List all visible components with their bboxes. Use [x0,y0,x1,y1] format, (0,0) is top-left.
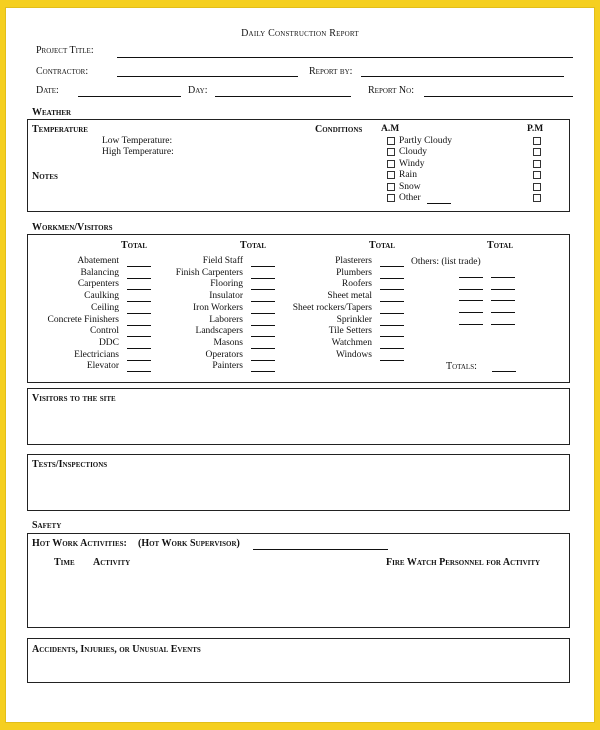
weather-heading: Weather [32,107,72,118]
report-by-field[interactable] [361,76,564,77]
high-temp-label: High Temperature: [102,147,174,157]
hot-work-supervisor-label: (Hot Work Supervisor) [138,538,240,549]
contractor-label: Contractor: [36,66,89,77]
condition-label: Other [399,193,421,203]
trade-total-field[interactable] [127,336,151,337]
low-temp-label: Low Temperature: [102,136,173,146]
trade-label: Watchmen [331,337,372,348]
trade-total-field[interactable] [251,313,275,314]
totals-field[interactable] [492,371,516,372]
trade-total-field[interactable] [251,360,275,361]
hot-work-label: Hot Work Activities: [32,538,127,549]
trade-label: Laborers [209,314,243,325]
others-trade-field[interactable] [459,289,483,290]
trade-total-field[interactable] [251,371,275,372]
trade-label: Control [89,326,119,337]
trade-total-field[interactable] [127,360,151,361]
am-label: A.M [381,124,400,134]
contractor-field[interactable] [117,76,298,77]
am-checkbox-rain[interactable] [387,171,395,179]
others-total-field[interactable] [491,289,515,290]
trade-total-field[interactable] [380,360,404,361]
workmen-grid [27,256,570,376]
report-no-label: Report No: [368,85,414,96]
trade-label: Operators [205,349,243,360]
workmen-heading: Workmen/Visitors [32,222,113,233]
report-page [6,8,594,722]
am-checkbox-snow[interactable] [387,183,395,191]
day-field[interactable] [215,96,351,97]
trade-label: Field Staff [202,256,243,266]
weather-box [27,119,570,212]
report-title: Daily Construction Report [241,28,359,39]
trade-label: Sheet metal [327,291,372,302]
trade-total-field[interactable] [127,266,151,267]
pm-checkbox-cloudy[interactable] [533,148,541,156]
trade-label: Tile Setters [328,326,372,337]
trade-label: Landscapers [195,326,243,337]
safety-heading: Safety [32,520,62,531]
others-trade-field[interactable] [459,300,483,301]
trade-label: Sprinkler [336,314,372,325]
trade-total-field[interactable] [380,325,404,326]
trade-total-field[interactable] [380,278,404,279]
trade-total-field[interactable] [251,348,275,349]
trade-label: Flooring [210,279,243,290]
trade-label: Sheet rockers/Tapers [292,302,372,313]
date-field[interactable] [78,96,181,97]
total-label: Total [487,240,513,251]
trade-total-field[interactable] [380,266,404,267]
others-trade-field[interactable] [459,277,483,278]
trade-total-field[interactable] [380,348,404,349]
others-total-field[interactable] [491,312,515,313]
trade-total-field[interactable] [127,278,151,279]
pm-label: P.M [527,124,544,134]
trade-label: Plumbers [336,267,372,278]
totals-label: Totals: [446,361,477,372]
trade-total-field[interactable] [380,336,404,337]
hot-work-supervisor-field[interactable] [253,549,388,550]
trade-label: Insulator [209,291,243,302]
pm-checkbox-partly-cloudy[interactable] [533,137,541,145]
trade-label: Iron Workers [193,302,243,313]
am-checkbox-windy[interactable] [387,160,395,168]
trade-label: Plasterers [335,256,372,266]
trade-label: Caulking [84,291,119,302]
trade-label: Roofers [341,279,372,290]
trade-total-field[interactable] [127,348,151,349]
pm-checkbox-windy[interactable] [533,160,541,168]
pm-checkbox-other[interactable] [533,194,541,202]
project-title-field[interactable] [117,57,573,58]
trade-total-field[interactable] [251,278,275,279]
trade-total-field[interactable] [251,289,275,290]
trade-label: Painters [212,361,243,372]
report-no-field[interactable] [424,96,573,97]
trade-label: Carpenters [77,279,119,290]
report-by-label: Report by: [309,66,353,77]
am-checkbox-other[interactable] [387,194,395,202]
trade-total-field[interactable] [380,313,404,314]
trade-total-field[interactable] [127,289,151,290]
trade-label: DDC [98,337,119,348]
others-total-field[interactable] [491,300,515,301]
condition-label: Partly Cloudy [399,136,453,146]
trade-total-field[interactable] [127,301,151,302]
trade-label: Abatement [77,256,119,266]
trade-label: Windows [335,349,372,360]
time-label: Time [54,557,75,568]
notes-label: Notes [32,171,58,182]
total-label: Total [240,240,266,251]
trade-label: Electricians [74,349,119,360]
pm-checkbox-rain[interactable] [533,171,541,179]
conditions-label: Conditions [315,124,363,135]
tests-box[interactable] [27,454,570,511]
am-checkbox-cloudy[interactable] [387,148,395,156]
trade-label: Elevator [86,361,119,372]
visitors-heading: Visitors to the site [32,393,116,404]
others-trade-field[interactable] [459,324,483,325]
trade-total-field[interactable] [251,301,275,302]
accidents-heading: Accidents, Injuries, or Unusual Events [32,644,201,655]
activity-label: Activity [93,557,131,568]
other-condition-field[interactable] [427,203,451,204]
trade-label: Finish Carpenters [175,267,243,278]
others-trade-field[interactable] [459,312,483,313]
trade-label: Ceiling [91,302,119,313]
trade-total-field[interactable] [251,325,275,326]
am-checkbox-partly-cloudy[interactable] [387,137,395,145]
trade-total-field[interactable] [380,301,404,302]
trade-total-field[interactable] [251,336,275,337]
day-label: Day: [188,85,208,96]
tests-heading: Tests/Inspections [32,459,108,470]
date-label: Date: [36,85,59,96]
condition-label: Snow [399,182,421,192]
condition-label: Cloudy [399,147,427,157]
trade-total-field[interactable] [380,289,404,290]
condition-label: Windy [399,159,425,169]
trade-total-field[interactable] [127,325,151,326]
trade-total-field[interactable] [251,266,275,267]
temperature-label: Temperature [32,124,88,135]
others-total-field[interactable] [491,324,515,325]
trade-total-field[interactable] [127,371,151,372]
fire-watch-label: Fire Watch Personnel for Activity [386,557,541,568]
total-label: Total [121,240,147,251]
condition-label: Rain [399,170,417,180]
trade-label: Balancing [80,267,119,278]
others-label: Others: (list trade) [411,257,481,267]
pm-checkbox-snow[interactable] [533,183,541,191]
project-title-label: Project Title: [36,45,94,56]
trade-label: Masons [213,337,243,348]
trade-total-field[interactable] [127,313,151,314]
others-total-field[interactable] [491,277,515,278]
trade-label: Concrete Finishers [47,314,119,325]
total-label: Total [369,240,395,251]
